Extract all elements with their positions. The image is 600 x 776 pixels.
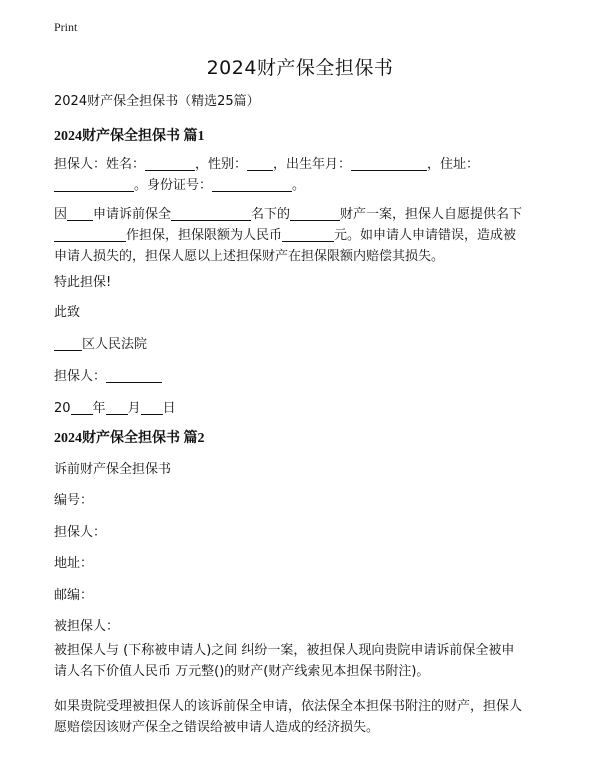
section-heading-2: 2024财产保全担保书 篇2 <box>54 431 205 446</box>
text-fragment: 名下的 <box>251 207 291 222</box>
blank-address <box>54 177 134 192</box>
guarantee-paragraph <box>54 204 554 267</box>
blank-applicant <box>67 206 93 221</box>
date-line <box>54 398 554 419</box>
text-fragment: 财产一案，担保人自愿提供名下 <box>340 207 523 222</box>
day-label: 日 <box>162 401 176 416</box>
blank-year <box>71 400 93 415</box>
text-fragment: 因 <box>54 207 68 222</box>
text-fragment: 作担保，担保限额为人民币 <box>126 228 283 243</box>
text-line: 愿赔偿因该财产保全之错误给被申请人造成的经济损失。 <box>54 720 380 735</box>
blank-property <box>290 206 340 221</box>
guarantor-info-paragraph <box>54 154 554 196</box>
section2-paragraph-2 <box>54 696 554 738</box>
number-label: 编号： <box>54 493 94 508</box>
text-fragment: 元。如申请人申请错误，造成被 <box>334 228 517 243</box>
text-line: 被担保人与 (下称被申请人)之间 纠纷一案，被担保人现向贵院申请诉前保全被申 <box>54 643 515 658</box>
text-line: 申请人损失的，担保人愿以上述担保财产在担保限额内赔偿其损失。 <box>54 249 445 264</box>
section2-paragraph-1 <box>54 640 554 682</box>
month-label: 月 <box>127 401 141 416</box>
text-fragment: 申请诉前保全 <box>93 207 172 222</box>
guaranteed-party-label: 被担保人： <box>54 619 120 634</box>
salutation: 此致 <box>54 305 81 320</box>
blank-month <box>106 400 128 415</box>
page-title: 2024财产保全担保书 <box>206 57 394 79</box>
blank-name <box>145 156 195 171</box>
court-line <box>54 334 554 355</box>
text-fragment: ，性别： <box>195 157 248 172</box>
zip-label: 邮编： <box>54 588 94 603</box>
blank-gender <box>247 156 273 171</box>
text-line: 请人名下价值人民币 万元整()的财产(财产线索见本担保书附注)。 <box>54 664 430 679</box>
closing-statement: 特此担保! <box>54 275 112 290</box>
blank-collateral <box>54 227 126 242</box>
address-label: 地址： <box>54 556 94 571</box>
text-fragment: ，出生年月： <box>273 157 352 172</box>
text-fragment: ，住址： <box>427 157 480 172</box>
blank-amount <box>282 227 334 242</box>
text-fragment: 。身份证号： <box>134 178 213 193</box>
year-prefix: 20 <box>54 401 71 416</box>
blank-respondent <box>171 206 251 221</box>
court-name: 区人民法院 <box>82 337 148 352</box>
blank-district <box>54 336 82 351</box>
blank-signature <box>106 368 162 383</box>
guarantor-signature-line <box>54 366 554 387</box>
doc-title-2: 诉前财产保全担保书 <box>54 462 172 477</box>
text-fragment: 担保人：姓名： <box>54 157 146 172</box>
year-label: 年 <box>92 401 106 416</box>
section-heading-1: 2024财产保全担保书 篇1 <box>54 129 205 144</box>
document-subtitle: 2024财产保全担保书（精选25篇） <box>54 94 260 109</box>
guarantor-label: 担保人： <box>54 369 107 384</box>
blank-birth <box>351 156 427 171</box>
print-link[interactable]: Print <box>54 20 78 34</box>
blank-day <box>141 400 163 415</box>
guarantor-label-2: 担保人： <box>54 525 107 540</box>
text-fragment: 。 <box>292 178 306 193</box>
blank-id-number <box>212 177 292 192</box>
text-line: 如果贵院受理被担保人的该诉前保全申请，依法保全本担保书附注的财产，担保人 <box>54 699 523 714</box>
